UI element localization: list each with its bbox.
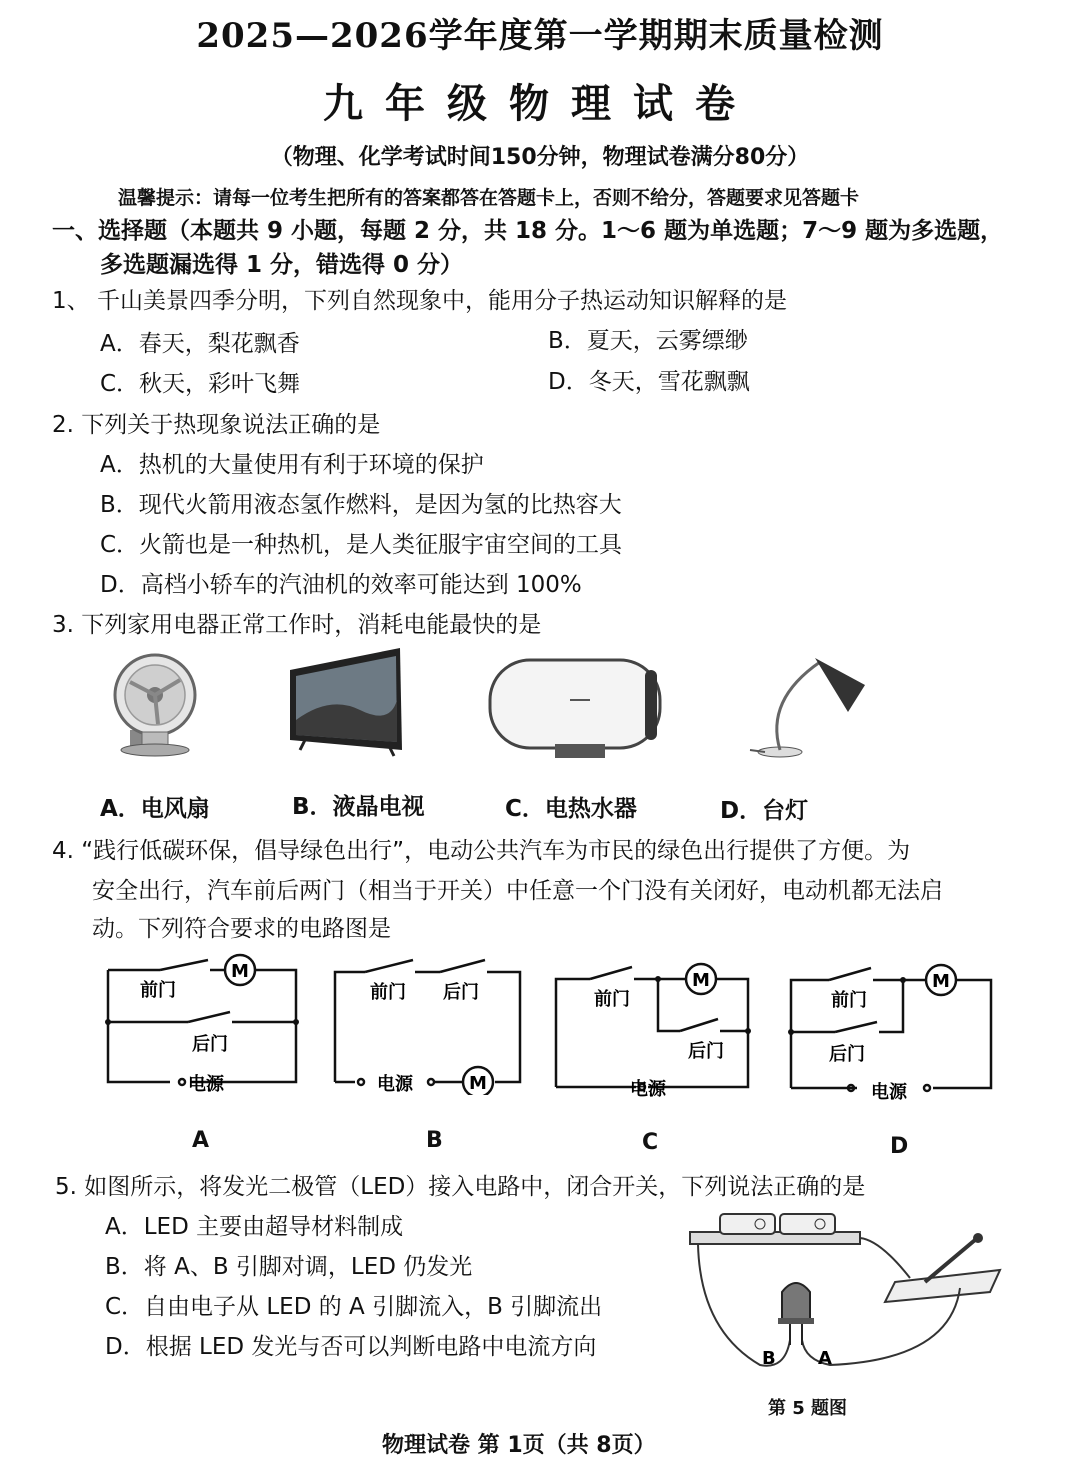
- front-door-label: 前门: [594, 989, 630, 1010]
- led-pin-b-label: B: [762, 1348, 776, 1369]
- circuit-diagram-c: [550, 955, 760, 1100]
- lcd-tv-picture: [290, 648, 402, 756]
- q2-stem: 2. 下列关于热现象说法正确的是: [52, 412, 381, 438]
- q4-stem-line2: 安全出行，汽车前后两门（相当于开关）中任意一个门没有关闭好，电动机都无法启: [92, 878, 943, 904]
- motor-label: M: [692, 970, 710, 991]
- back-door-label: 后门: [829, 1044, 865, 1065]
- section-heading-cont: 多选题漏选得 1 分，错选得 0 分）: [100, 252, 464, 278]
- q2-option-d: D．高档小轿车的汽油机的效率可能达到 100%: [100, 572, 582, 598]
- circuit-label-d: D: [890, 1134, 909, 1159]
- water-heater-picture: [490, 660, 660, 758]
- exam-tip: 温馨提示：请每一位考生把所有的答案都答在答题卡上，否则不给分，答题要求见答题卡: [118, 187, 860, 209]
- q3-option-c: C．电热水器: [505, 796, 637, 822]
- back-door-label: 后门: [192, 1034, 228, 1055]
- q5-option-c: C．自由电子从 LED 的 A 引脚流入，B 引脚流出: [105, 1294, 603, 1320]
- circuit-label-c: C: [642, 1130, 659, 1155]
- q1-option-b: B．夏天，云雾缥缈: [548, 328, 748, 354]
- q4-stem-line3: 动。下列符合要求的电路图是: [92, 916, 391, 942]
- circuit-diagram-a: [100, 950, 310, 1095]
- back-door-label: 后门: [443, 982, 479, 1003]
- q2-option-c: C．火箭也是一种热机，是人类征服宇宙空间的工具: [100, 532, 623, 558]
- circuit-diagram-d: [785, 958, 1000, 1103]
- circuit-label-b: B: [426, 1128, 443, 1153]
- front-door-label: 前门: [831, 990, 867, 1011]
- led-circuit-figure: [680, 1210, 1010, 1390]
- power-label: 电源: [871, 1082, 907, 1103]
- motor-label: M: [231, 961, 249, 982]
- exam-title: 2025—2026学年度第一学期期末质量检测: [196, 16, 884, 56]
- q1-stem: 1、 千山美景四季分明，下列自然现象中，能用分子热运动知识解释的是: [52, 288, 787, 314]
- desk-lamp-picture: [750, 658, 865, 757]
- q2-option-b: B．现代火箭用液态氢作燃料，是因为氢的比热容大: [100, 492, 622, 518]
- motor-label: M: [932, 971, 950, 992]
- figure-caption: 第 5 题图: [768, 1398, 848, 1419]
- q1-option-c: C．秋天，彩叶飞舞: [100, 371, 301, 397]
- q1-option-a: A．春天，梨花飘香: [100, 331, 300, 357]
- power-label: 电源: [377, 1074, 413, 1095]
- q3-option-a: A．电风扇: [100, 796, 210, 822]
- q5-stem: 5. 如图所示，将发光二极管（LED）接入电路中，闭合开关，下列说法正确的是: [55, 1174, 866, 1200]
- power-label: 电源: [630, 1079, 666, 1100]
- q4-stem-line1: 4. “践行低碳环保，倡导绿色出行”，电动公共汽车为市民的绿色出行提供了方便。为: [52, 838, 911, 864]
- led-pin-a-label: A: [818, 1348, 832, 1369]
- motor-label: M: [469, 1073, 487, 1094]
- q5-option-b: B．将 A、B 引脚对调，LED 仍发光: [105, 1254, 473, 1280]
- q3-stem: 3. 下列家用电器正常工作时，消耗电能最快的是: [52, 612, 542, 638]
- power-label: 电源: [188, 1074, 224, 1095]
- circuit-label-a: A: [192, 1128, 210, 1153]
- circuit-diagram-b: [325, 950, 535, 1095]
- back-door-label: 后门: [688, 1041, 724, 1062]
- section-heading: 一、选择题（本题共 9 小题，每题 2 分，共 18 分。1～6 题为单选题；7～9 题为多选题，: [52, 218, 1004, 244]
- q5-option-d: D．根据 LED 发光与否可以判断电路中电流方向: [105, 1334, 597, 1360]
- front-door-label: 前门: [140, 980, 176, 1001]
- front-door-label: 前门: [370, 982, 406, 1003]
- q3-option-b: B．液晶电视: [292, 794, 425, 820]
- exam-subtitle: （物理、化学考试时间150分钟，物理试卷满分80分）: [270, 145, 810, 170]
- page-footer: 物理试卷 第 1页（共 8页）: [382, 1433, 656, 1458]
- electric-fan-picture: [115, 655, 195, 756]
- exam-name: 九年级物理试卷: [323, 81, 757, 127]
- q3-option-d: D．台灯: [720, 798, 809, 824]
- q2-option-a: A．热机的大量使用有利于环境的保护: [100, 452, 484, 478]
- q5-option-a: A．LED 主要由超导材料制成: [105, 1214, 404, 1240]
- appliance-pictures: [100, 640, 880, 780]
- q1-option-d: D．冬天，雪花飘飘: [548, 369, 750, 395]
